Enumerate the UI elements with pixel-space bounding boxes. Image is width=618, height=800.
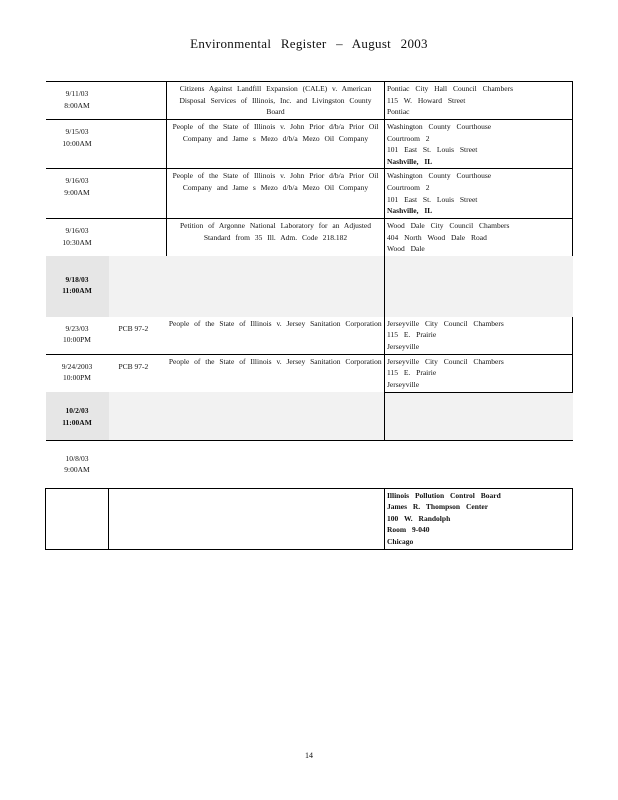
date-cell <box>46 488 109 549</box>
hearing-location <box>385 354 573 392</box>
table-row <box>46 392 573 440</box>
table-row <box>46 317 573 354</box>
case-title <box>167 256 385 317</box>
table-row <box>46 218 573 255</box>
hearing-date: 9/15/03 <box>65 126 89 136</box>
hearing-time: 10:00PM <box>63 373 91 383</box>
location-line: 404 North Wood Dale Road <box>387 232 487 242</box>
location-line: Wood Dale <box>387 244 425 254</box>
location-line: Pontiac <box>387 107 410 117</box>
case-number <box>109 256 167 317</box>
location-line: 115 E. Prairie <box>387 330 437 340</box>
hearing-location <box>385 82 573 120</box>
hearing-location <box>385 440 573 488</box>
case-title: People of the State of Illinois v. John Prior d/b/a Prior Oil Company and Jame s Mezo d/b/a Mezo Oil Company <box>167 169 385 219</box>
table-row <box>46 119 573 169</box>
date-cell <box>46 218 109 255</box>
location-line: 115 W. Howard Street <box>387 95 466 105</box>
hearing-date: 10/8/03 <box>65 453 89 463</box>
location-line: Room 9-040 <box>387 525 430 535</box>
location-line: Jerseyville <box>387 379 420 389</box>
hearing-date: 10/2/03 <box>65 406 89 415</box>
case-number <box>109 218 167 255</box>
location-line: 101 East St. Louis Street <box>387 194 478 204</box>
hearing-date: 9/18/03 <box>65 274 89 284</box>
case-title: People of the State of Illinois v. John Prior d/b/a Prior Oil Company and Jame s Mezo d/b/a Mezo Oil Company <box>167 119 385 169</box>
table-row <box>46 256 573 317</box>
case-number: PCB 97-2 <box>109 354 167 392</box>
date-cell <box>46 169 109 219</box>
date-cell <box>46 82 109 120</box>
hearing-date: 9/11/03 <box>65 89 89 98</box>
case-title: People of the State of Illinois v. Jersey Sanitation Corporation <box>168 318 382 328</box>
case-number <box>109 169 167 219</box>
hearing-location <box>385 392 573 440</box>
location-line: Wood Dale City Council Chambers <box>387 220 510 230</box>
case-number: PCB 97-2 <box>118 323 149 333</box>
hearing-time: 10:00PM <box>63 335 91 345</box>
table-row <box>46 354 573 392</box>
table-row <box>46 82 573 120</box>
case-number <box>109 392 167 440</box>
hearing-location <box>385 169 573 219</box>
location-line: James R. Thompson Center <box>387 502 489 512</box>
case-title <box>167 488 385 549</box>
location-line: Nashville, IL <box>387 206 433 216</box>
page-number: 14 <box>305 751 313 760</box>
case-number <box>109 488 167 549</box>
date-cell <box>46 119 109 169</box>
table-row <box>46 169 573 219</box>
case-title: People of the State of Illinois v. Jersey Sanitation Corporation <box>167 354 385 392</box>
hearing-time: 11:00AM <box>62 417 92 427</box>
hearing-location <box>385 119 573 169</box>
location-line: Washington County Courthouse <box>387 121 492 131</box>
case-title: Citizens Against Landfill Expansion (CALE) v. American Disposal Services of Illinois, Inc. and Livingston County Board <box>167 82 385 120</box>
hearing-location <box>385 488 573 549</box>
case-title <box>167 440 385 488</box>
hearing-time: 10:30AM <box>62 237 92 247</box>
location-line: Courtroom 2 <box>387 183 430 192</box>
location-line: 101 East St. Louis Street <box>387 145 478 155</box>
case-number <box>109 440 167 488</box>
table-row <box>46 488 573 549</box>
location-line: Jerseyville <box>387 342 420 351</box>
register-table <box>45 81 573 550</box>
hearing-location <box>385 218 573 255</box>
table-row <box>46 440 573 488</box>
case-title: Petition of Argonne National Laboratory for an Adjusted Standard from 35 Ill. Adm. Code 218.182 <box>167 218 385 255</box>
location-line: Nashville, IL <box>387 156 433 166</box>
date-cell <box>46 354 109 392</box>
hearing-date: 9/16/03 <box>65 176 89 186</box>
hearing-time: 9:00AM <box>64 465 90 475</box>
location-line: Jerseyville City Council Chambers <box>387 356 504 366</box>
location-line: Pontiac City Hall Council Chambers <box>387 84 513 93</box>
location-line: Courtroom 2 <box>387 133 430 143</box>
location-line: Washington County Courthouse <box>387 171 492 181</box>
location-line: 115 E. Prairie <box>387 368 437 378</box>
hearing-date: 9/24/2003 <box>61 361 93 371</box>
location-line: Chicago <box>387 537 414 546</box>
hearing-time: 9:00AM <box>64 188 90 197</box>
hearing-time: 11:00AM <box>62 286 92 296</box>
hearing-time: 8:00AM <box>64 100 90 110</box>
location-line: Jerseyville City Council Chambers <box>387 318 504 328</box>
hearing-time: 10:00AM <box>62 138 92 148</box>
page-title: Environmental Register – August 2003 <box>190 36 428 51</box>
case-number <box>109 119 167 169</box>
location-line: 100 W. Randolph <box>387 513 451 523</box>
hearing-location <box>385 256 573 317</box>
hearing-date: 9/23/03 <box>65 323 89 333</box>
date-cell <box>46 317 109 354</box>
date-cell <box>46 256 109 317</box>
case-number <box>109 82 167 120</box>
case-title <box>167 392 385 440</box>
location-line: Illinois Pollution Control Board <box>387 490 501 500</box>
hearing-date: 9/16/03 <box>65 225 89 235</box>
date-cell <box>46 440 109 488</box>
date-cell <box>46 392 109 440</box>
hearing-location <box>385 317 573 354</box>
